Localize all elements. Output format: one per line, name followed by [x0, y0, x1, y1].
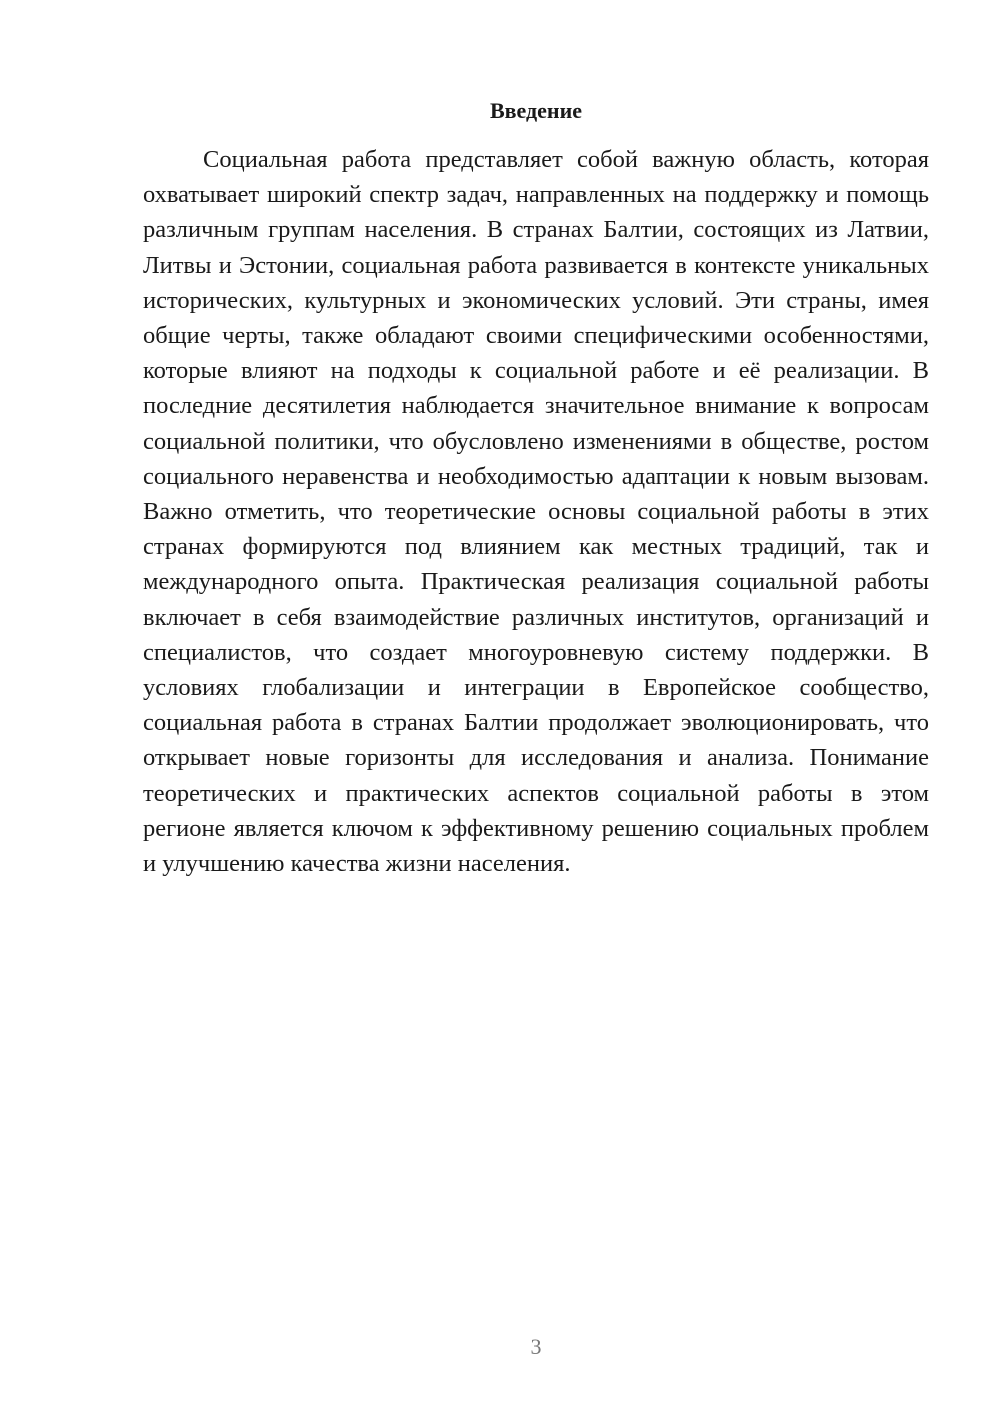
body-paragraph: Социальная работа представляет собой важную область, которая охватывает широкий спектр задач, направленных на поддержку и помощь различным группам населения. В странах Балтии, состоящих из Латвии, Литвы и Эстонии, социальная работа развивается в контексте уникальных исторических, культурных и экономических условий. Эти страны, имея общие черты, также обладают своими специфическими особенностями, которые влияют на подходы к социальной работе и её реализации. В последние десятилетия наблюдается значительное внимание к вопросам социальной политики, что обусловлено изменениями в обществе, ростом социального неравенства и необходимостью адаптации к новым вызовам. Важно отметить, что теоретические основы социальной работы в этих странах формируются под влиянием как местных традиций, так и международного опыта. Практическая реализация социальной работы включает в себя взаимодействие различных институтов, организаций и специалистов, что создает многоуровневую систему поддержки. В условиях глобализации и интеграции в Европейское сообщество, социальная работа в странах Балтии продолжает эволюционировать, что открывает новые горизонты для исследования и анализа. Понимание теоретических и практических аспектов социальной работы в этом регионе является ключом к эффективному решению социальных проблем и улучшению качества жизни населения.: [143, 146, 929, 878]
page-number: 3: [530, 1334, 542, 1359]
section-heading: Введение: [489, 98, 583, 123]
